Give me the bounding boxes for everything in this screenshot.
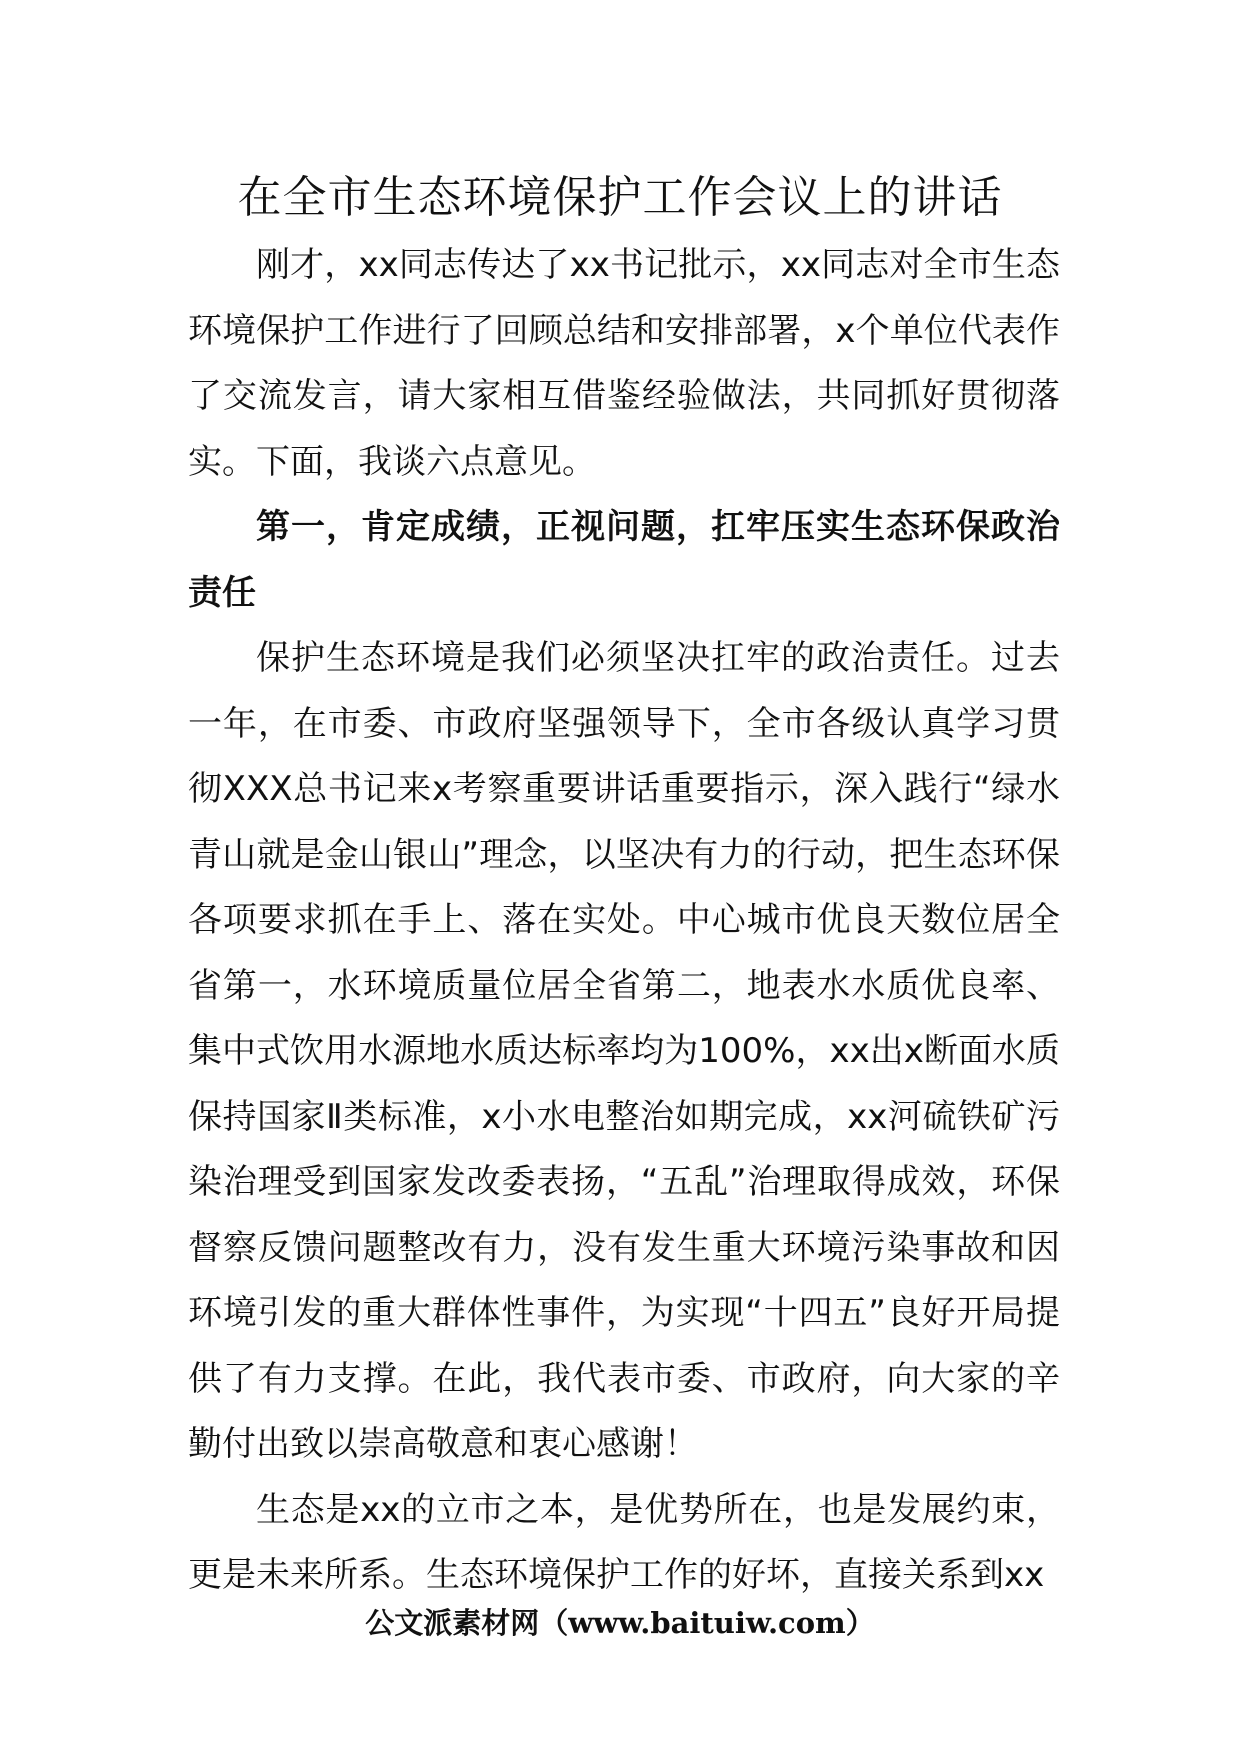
watermark-footer: 公文派素材网（www.baituiw.com） — [365, 1606, 875, 1640]
document-body — [188, 233, 1060, 1609]
section-heading-first: 第一，肯定成绩，正视问题，扛牢压实生态环保政治责任 — [188, 507, 1060, 613]
paragraph-achievements: 保护生态环境是我们必须坚决扛牢的政治责任。过去一年，在市委、市政府坚强领导下，全市各级认真学习贯彻XXX总书记来x考察重要讲话重要指示，深入践行“绿水青山就是金山银山”理念，以坚决有力的行动，把生态环保各项要求抓在手上、落在实处。中心城市优良天数位居全省第一，水环境质量位居全省第二，地表水水质优良率、集中式饮用水源地水质达标率均为100%，xx出x断面水质保持国家Ⅱ类标准，x小水电整治如期完成，xx河硫铁矿污染治理受到国家发改委表扬，“五乱”治理取得成效，环保督察反馈问题整改有力，没有发生重大环境污染事故和因环境引发的重大群体性事件，为实现“十四五”良好开局提供了有力支撑。在此，我代表市委、市政府，向大家的辛勤付出致以崇高敬意和衷心感谢！ — [188, 638, 1060, 1464]
paragraph-ecology: 生态是xx的立市之本，是优势所在，也是发展约束，更是未来所系。生态环境保护工作的好坏，直接关系到xx — [188, 1489, 1060, 1595]
paragraph-intro: 刚才，xx同志传达了xx书记批示，xx同志对全市生态环境保护工作进行了回顾总结和安排部署，x个单位代表作了交流发言，请大家相互借鉴经验做法，共同抓好贯彻落实。下面，我谈六点意见。 — [188, 245, 1060, 482]
document-title: 在全市生态环境保护工作会议上的讲话 — [237, 172, 1003, 223]
